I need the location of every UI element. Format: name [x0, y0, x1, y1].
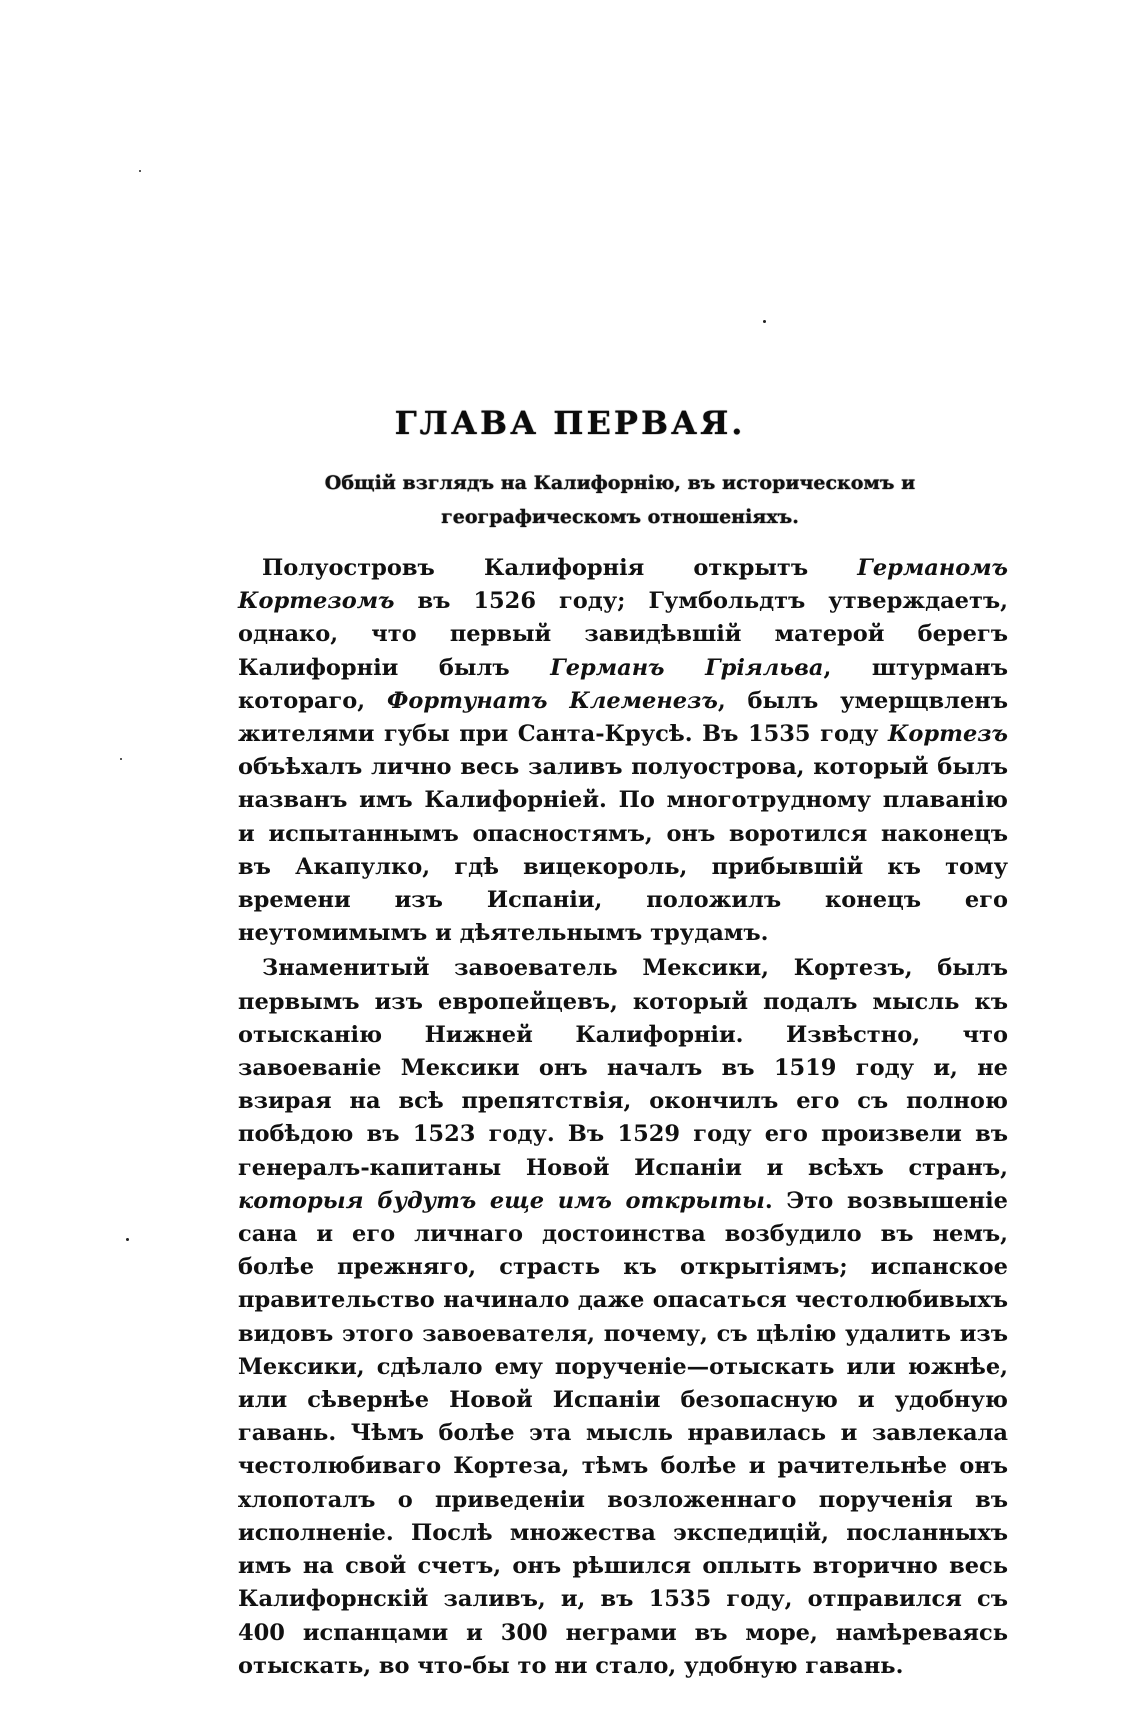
italic-name: Фортунатъ Клеменезъ [387, 687, 718, 714]
text-run: Знаменитый завоеватель Мексики, Кортезъ, былъ первымъ изъ европейцевъ, который подалъ мысль къ отысканію Нижней Калифорніи. Извѣстно, что завоеваніе Мексики онъ началъ въ 1519 году и, не взирая на всѣ препятствія, окончилъ его съ полною побѣдою въ 1523 году. Въ 1529 году его произвели въ генералъ-капитаны Новой Испаніи и всѣхъ странъ, [238, 955, 1008, 1181]
paragraph [238, 952, 1008, 1682]
print-speck [763, 320, 766, 323]
text-run: , штурманъ котораго, [238, 654, 1008, 714]
text-run: въ 1526 году; Гумбольдтъ утверждаетъ, однако, что первый завидѣвшій матерой берегъ Калифорніи былъ [238, 588, 1008, 681]
italic-phrase: которыя будутъ еще имъ открыты [238, 1187, 765, 1214]
italic-name: Германъ Гріяльва [550, 654, 824, 681]
chapter-title: ГЛАВА ПЕРВАЯ. [394, 404, 746, 442]
print-speck [126, 1238, 129, 1241]
body-text [238, 552, 1008, 1683]
print-speck [139, 170, 141, 172]
text-run: Полуостровъ Калифорнія открытъ [262, 555, 858, 581]
italic-name: Кортезъ [887, 721, 1008, 748]
text-run: , былъ умерщвленъ жителями губы при Санта-Крусѣ. Въ 1535 году [238, 687, 1008, 748]
chapter-subtitle: Общій взглядъ на Калифорнію, въ историческомъ и географическомъ отношеніяхъ. [324, 472, 916, 528]
italic-name: Германомъ Кортезомъ [238, 555, 1008, 615]
paragraph [238, 552, 1008, 950]
text-run: . Это возвышеніе сана и его личнаго достоинства возбудило въ немъ, болѣе прежняго, страсть къ открытіямъ; испанское правительство начинало даже опасаться честолюбивыхъ видовъ этого завоевателя, почему, съ цѣлію удалить изъ Мексики, сдѣлало ему порученіе—отыскать или южнѣе, или сѣвернѣе Новой Испаніи безопасную и удобную гавань. Чѣмъ болѣе эта мысль нравилась и завлекала честолюбиваго Кортеза, тѣмъ болѣе и рачительнѣе онъ хлопоталъ о приведеніи возложеннаго порученія въ исполненіе. Послѣ множества экспедицій, посланныхъ имъ на свой счетъ, онъ рѣшился оплыть вторично весь Калифорнскій заливъ, и, въ 1535 году, отправился съ 400 испанцами и 300 неграми въ море, намѣреваясь отыскать, во что-бы то ни стало, удобную гавань. [238, 1187, 1008, 1679]
text-run: объѣхалъ лично весь заливъ полуострова, который былъ названъ имъ Калифорніей. По многотрудному плаванію и испытаннымъ опасностямъ, онъ воротился наконецъ въ Акапулко, гдѣ вицекороль, прибывшій къ тому времени изъ Испаніи, положилъ конецъ его неутомимымъ и дѣятельнымъ трудамъ. [238, 754, 1008, 947]
print-speck [120, 758, 122, 760]
